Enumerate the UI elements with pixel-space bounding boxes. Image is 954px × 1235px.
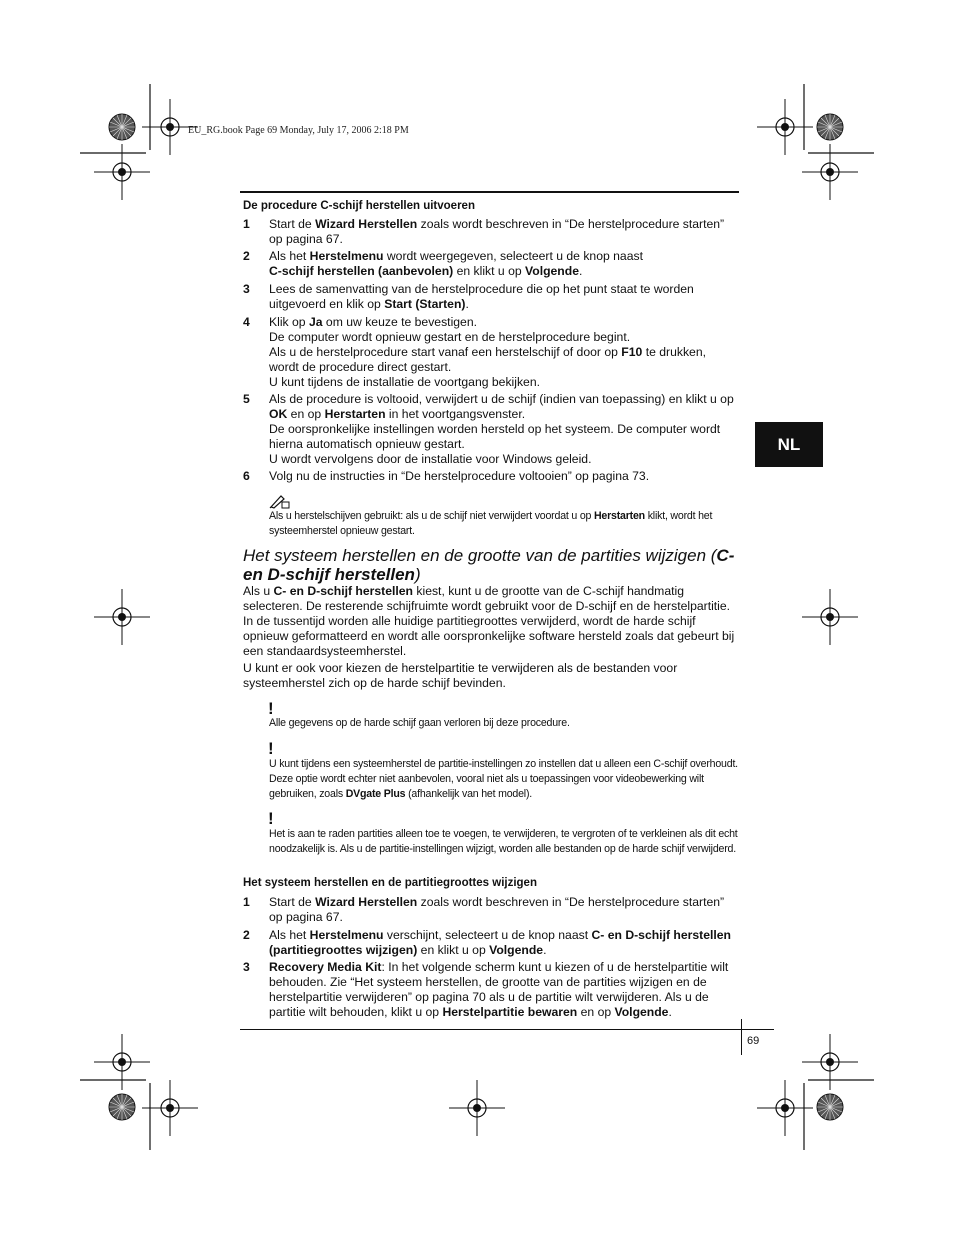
bottom-rule [240, 1029, 774, 1030]
section-heading: Het systeem herstellen en de partitiegroottes wijzigen [243, 877, 537, 889]
language-tab [755, 422, 823, 467]
page-title: Het systeem herstellen en de grootte van de partities wijzigen (C- en D-schijf herstellen) [243, 546, 735, 584]
paragraph: U kunt er ook voor kiezen de herstelpartitie te verwijderen als de bestanden voor systeemherstel zich op de harde schijf bevinden. [243, 661, 678, 690]
warning-icon: ! [268, 739, 274, 758]
top-rule [240, 191, 739, 193]
warning-icon: ! [268, 699, 274, 718]
running-header: EU_RG.book Page 69 Monday, July 17, 2006 2:18 PM [188, 125, 409, 136]
language-tab-label: NL [777, 434, 801, 454]
page-number-divider [741, 1019, 742, 1055]
warning-text: Alle gegevens op de harde schijf gaan verloren bij deze procedure. [269, 717, 570, 729]
warning-text: Het is aan te raden partities alleen toe te voegen, te verwijderen, te vergroten of te verkleinen als dit echt noodzakelijk is. Als u de partitie-instellingen wijzigt, worden alle bestanden op de harde schijf verwijderd. [269, 828, 738, 855]
warning-icon: ! [268, 809, 274, 828]
warning-text: U kunt tijdens een systeemherstel de partitie-instellingen zo instellen dat u alleen een C-schijf overhoudt. Deze optie wordt echter niet aanbevolen, vooral niet als u toepassingen voor videobewerking wilt gebruiken, zoals DVgate Plus (afhankelijk van het model). [269, 758, 738, 800]
note-text: Als u herstelschijven gebruikt: als u de schijf niet verwijdert voordat u op Herstarten klikt, wordt het systeemherstel opnieuw gestart. [269, 510, 713, 537]
page-number: 69 [747, 1035, 760, 1047]
note-pencil-icon [269, 493, 291, 509]
paragraph: Als u C- en D-schijf herstellen kiest, kunt u de grootte van de C-schijf handmatig selecteren. De resterende schijfruimte wordt gebruikt voor de D-schijf en de herstelpartitie. In de tussentijd worden alle huidige partitiegroottes verwijderd, wordt de harde schijf opnieuw geformatteerd en wordt alle oorspronkelijke software hersteld zoals dat gebeurt bij een standaardsysteemherstel. [243, 584, 735, 658]
section-heading: De procedure C-schijf herstellen uitvoeren [243, 200, 475, 212]
